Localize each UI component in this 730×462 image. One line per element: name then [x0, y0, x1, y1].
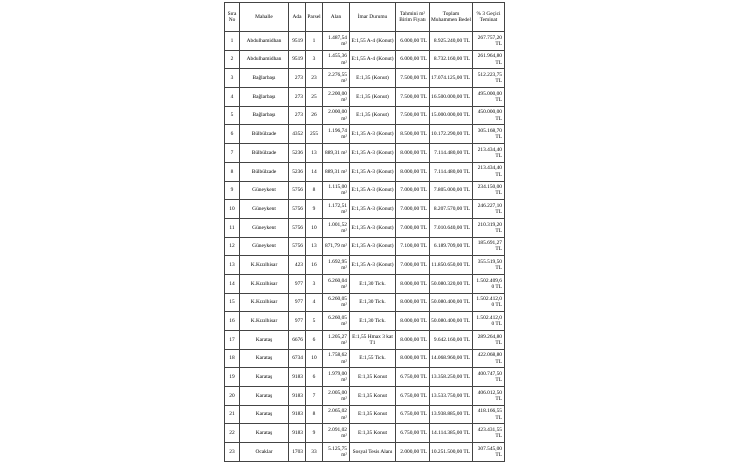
table-row	[225, 144, 505, 163]
cell-muhammen-bedel: 14.068.960,00 TL	[430, 349, 473, 368]
cell-ada: 977	[289, 274, 306, 293]
table-row	[225, 368, 505, 387]
table-row	[225, 256, 505, 275]
cell-imar-durumu: E:1,55 Tick.	[350, 349, 396, 368]
cell-gecici-teminat: 305.168,70 TL	[473, 125, 505, 144]
cell-mahalle: Güneykent	[240, 237, 289, 256]
cell-alan: 1.455,36 m²	[323, 50, 350, 69]
cell-ada: 9183	[289, 387, 306, 406]
cell-birim-fiyat: 8.000,00 TL	[396, 331, 430, 350]
cell-parsel: 6	[306, 331, 323, 350]
cell-gecici-teminat: 246.227,10 TL	[473, 200, 505, 219]
header-muhammen-bedel: Toplam Muhammen Bedel	[430, 3, 473, 32]
cell-sira-no: 5	[225, 106, 240, 125]
cell-sira-no: 20	[225, 387, 240, 406]
table-row	[225, 387, 505, 406]
cell-imar-durumu: E:1,35 A-3 (Konut)	[350, 162, 396, 181]
table-row	[225, 69, 505, 88]
cell-imar-durumu: E:1,55 Hmax 3 kat T1	[350, 331, 396, 350]
cell-gecici-teminat: 418.166,55 TL	[473, 405, 505, 424]
cell-imar-durumu: E:1,35 A-3 (Konut)	[350, 125, 396, 144]
cell-sira-no: 8	[225, 162, 240, 181]
cell-imar-durumu: E:1,35 (Konut)	[350, 88, 396, 107]
table-row	[225, 443, 505, 462]
cell-alan: 6.260,05 m²	[323, 312, 350, 331]
cell-parsel: 3	[306, 50, 323, 69]
cell-parsel: 13	[306, 144, 323, 163]
cell-parsel: 9	[306, 424, 323, 443]
cell-birim-fiyat: 8.000,00 TL	[396, 349, 430, 368]
cell-mahalle: Güneykent	[240, 200, 289, 219]
cell-sira-no: 22	[225, 424, 240, 443]
cell-imar-durumu: E:1,35 A-3 (Konut)	[350, 144, 396, 163]
cell-gecici-teminat: 210.319,20 TL	[473, 218, 505, 237]
table-row	[225, 50, 505, 69]
cell-muhammen-bedel: 16.500.000,00 TL	[430, 88, 473, 107]
cell-ada: 977	[289, 312, 306, 331]
cell-gecici-teminat: 234.150,00 TL	[473, 181, 505, 200]
cell-sira-no: 9	[225, 181, 240, 200]
cell-sira-no: 11	[225, 218, 240, 237]
cell-birim-fiyat: 6.750,00 TL	[396, 368, 430, 387]
header-mahalle: Mahalle	[240, 3, 289, 32]
cell-alan: 6.260,05 m²	[323, 293, 350, 312]
cell-alan: 2.000,00 m²	[323, 106, 350, 125]
cell-ada: 5756	[289, 181, 306, 200]
cell-mahalle: Ocaklar	[240, 443, 289, 462]
cell-alan: 2.091,02 m²	[323, 424, 350, 443]
cell-mahalle: Bağlarbaşı	[240, 69, 289, 88]
cell-birim-fiyat: 7.000,00 TL	[396, 256, 430, 275]
cell-imar-durumu: E:1,35 A-3 (Konut)	[350, 181, 396, 200]
cell-gecici-teminat: 1.502.409,60 TL	[473, 274, 505, 293]
cell-muhammen-bedel: 14.114.385,00 TL	[430, 424, 473, 443]
cell-imar-durumu: E:1,35 (Konut)	[350, 106, 396, 125]
cell-birim-fiyat: 7.500,00 TL	[396, 69, 430, 88]
table-row	[225, 237, 505, 256]
cell-sira-no: 2	[225, 50, 240, 69]
cell-alan: 1.758,62 m²	[323, 349, 350, 368]
cell-ada: 273	[289, 106, 306, 125]
cell-mahalle: K.Kızılhisar	[240, 293, 289, 312]
cell-alan: 871,79 m²	[323, 237, 350, 256]
cell-muhammen-bedel: 9.642.160,00 TL	[430, 331, 473, 350]
table-row	[225, 125, 505, 144]
cell-ada: 9183	[289, 368, 306, 387]
cell-muhammen-bedel: 7.114.480,00 TL	[430, 162, 473, 181]
cell-birim-fiyat: 7.100,00 TL	[396, 237, 430, 256]
table-row	[225, 405, 505, 424]
cell-ada: 6676	[289, 331, 306, 350]
header-sira-no: Sıra No	[225, 3, 240, 32]
cell-mahalle: Karataş	[240, 349, 289, 368]
cell-sira-no: 1	[225, 32, 240, 51]
header-row	[225, 3, 505, 32]
cell-ada: 9183	[289, 424, 306, 443]
table-row	[225, 331, 505, 350]
cell-muhammen-bedel: 10.172.290,00 TL	[430, 125, 473, 144]
cell-ada: 6734	[289, 349, 306, 368]
cell-imar-durumu: E:1,30 Tick.	[350, 293, 396, 312]
cell-mahalle: Karataş	[240, 387, 289, 406]
cell-imar-durumu: E:1,35 Konut	[350, 387, 396, 406]
header-imar-durumu: İmar Durumu	[350, 3, 396, 32]
cell-ada: 5756	[289, 218, 306, 237]
cell-parsel: 4	[306, 293, 323, 312]
cell-gecici-teminat: 400.747,50 TL	[473, 368, 505, 387]
cell-ada: 5756	[289, 200, 306, 219]
cell-muhammen-bedel: 7.010.640,00 TL	[430, 218, 473, 237]
cell-sira-no: 12	[225, 237, 240, 256]
cell-ada: 273	[289, 69, 306, 88]
cell-gecici-teminat: 450.000,00 TL	[473, 106, 505, 125]
cell-alan: 1.115,00 m²	[323, 181, 350, 200]
cell-alan: 889,31 m²	[323, 144, 350, 163]
table-body	[225, 32, 505, 462]
cell-sira-no: 7	[225, 144, 240, 163]
cell-imar-durumu: Sosyal Tesis Alanı	[350, 443, 396, 462]
cell-mahalle: K.Kızılhisar	[240, 256, 289, 275]
cell-alan: 6.260,04 m²	[323, 274, 350, 293]
cell-mahalle: Karataş	[240, 368, 289, 387]
cell-birim-fiyat: 7.500,00 TL	[396, 88, 430, 107]
cell-sira-no: 14	[225, 274, 240, 293]
cell-birim-fiyat: 7.000,00 TL	[396, 200, 430, 219]
cell-birim-fiyat: 8.000,00 TL	[396, 162, 430, 181]
cell-gecici-teminat: 512.223,75 TL	[473, 69, 505, 88]
cell-gecici-teminat: 289.264,80 TL	[473, 331, 505, 350]
cell-birim-fiyat: 8.500,00 TL	[396, 125, 430, 144]
cell-ada: 5236	[289, 144, 306, 163]
cell-parsel: 10	[306, 218, 323, 237]
cell-alan: 2.005,00 m²	[323, 387, 350, 406]
cell-mahalle: Güneykent	[240, 181, 289, 200]
cell-mahalle: Abdulhamidhan	[240, 50, 289, 69]
cell-ada: 5236	[289, 162, 306, 181]
cell-alan: 1.001,52 m²	[323, 218, 350, 237]
cell-imar-durumu: E:1,55 A-4 (Konut)	[350, 32, 396, 51]
cell-birim-fiyat: 7.000,00 TL	[396, 218, 430, 237]
cell-birim-fiyat: 6.000,00 TL	[396, 32, 430, 51]
cell-imar-durumu: E:1,35 (Konut)	[350, 69, 396, 88]
cell-parsel: 10	[306, 349, 323, 368]
cell-parsel: 6	[306, 368, 323, 387]
cell-parsel: 3	[306, 274, 323, 293]
table-row	[225, 181, 505, 200]
cell-mahalle: K.Kızılhisar	[240, 312, 289, 331]
cell-parsel: 13	[306, 237, 323, 256]
cell-gecici-teminat: 423.431,55 TL	[473, 424, 505, 443]
cell-mahalle: Bağlarbaşı	[240, 88, 289, 107]
cell-mahalle: Karataş	[240, 331, 289, 350]
cell-ada: 9519	[289, 50, 306, 69]
cell-gecici-teminat: 185.691,27 TL	[473, 237, 505, 256]
cell-birim-fiyat: 6.750,00 TL	[396, 405, 430, 424]
cell-ada: 4352	[289, 125, 306, 144]
cell-imar-durumu: E:1,35 A-3 (Konut)	[350, 256, 396, 275]
cell-sira-no: 10	[225, 200, 240, 219]
cell-muhammen-bedel: 50.080.400,00 TL	[430, 293, 473, 312]
cell-muhammen-bedel: 6.189.709,00 TL	[430, 237, 473, 256]
cell-imar-durumu: E:1,35 Konut	[350, 405, 396, 424]
table-row	[225, 218, 505, 237]
cell-alan: 1.172,51 m²	[323, 200, 350, 219]
cell-sira-no: 19	[225, 368, 240, 387]
table-row	[225, 274, 505, 293]
header-birim-fiyat: Tahmini m² Birim Fiyatı	[396, 3, 430, 32]
cell-alan: 2.065,02 m²	[323, 405, 350, 424]
cell-muhammen-bedel: 13.358.250,00 TL	[430, 368, 473, 387]
header-alan: Alan	[323, 3, 350, 32]
cell-parsel: 16	[306, 256, 323, 275]
header-gecici-teminat: % 3 Geçici Teminat	[473, 3, 505, 32]
cell-birim-fiyat: 7.000,00 TL	[396, 181, 430, 200]
cell-alan: 1.487,54 m²	[323, 32, 350, 51]
cell-mahalle: Güneykent	[240, 218, 289, 237]
cell-parsel: 8	[306, 181, 323, 200]
table-row	[225, 88, 505, 107]
cell-gecici-teminat: 1.502.412,00 TL	[473, 312, 505, 331]
cell-birim-fiyat: 8.000,00 TL	[396, 312, 430, 331]
cell-mahalle: Bağlarbaşı	[240, 106, 289, 125]
cell-alan: 1.979,00 m²	[323, 368, 350, 387]
cell-imar-durumu: E:1,35 A-3 (Konut)	[350, 237, 396, 256]
cell-parsel: 5	[306, 312, 323, 331]
cell-imar-durumu: E:1,35 A-3 (Konut)	[350, 200, 396, 219]
cell-ada: 5756	[289, 237, 306, 256]
cell-mahalle: Bülbülzade	[240, 144, 289, 163]
cell-ada: 1703	[289, 443, 306, 462]
cell-muhammen-bedel: 50.080.400,00 TL	[430, 312, 473, 331]
cell-birim-fiyat: 8.000,00 TL	[396, 144, 430, 163]
cell-sira-no: 6	[225, 125, 240, 144]
cell-sira-no: 18	[225, 349, 240, 368]
table-row	[225, 200, 505, 219]
cell-alan: 2.276,55 m²	[323, 69, 350, 88]
cell-muhammen-bedel: 15.000.000,00 TL	[430, 106, 473, 125]
cell-alan: 889,31 m²	[323, 162, 350, 181]
cell-mahalle: Karataş	[240, 405, 289, 424]
table-row	[225, 349, 505, 368]
cell-alan: 5.125,75 m²	[323, 443, 350, 462]
header-parsel: Parsel	[306, 3, 323, 32]
table-row	[225, 293, 505, 312]
cell-sira-no: 15	[225, 293, 240, 312]
cell-gecici-teminat: 495.000,00 TL	[473, 88, 505, 107]
cell-gecici-teminat: 261.964,80 TL	[473, 50, 505, 69]
cell-imar-durumu: E:1,30 Tick.	[350, 274, 396, 293]
table-row	[225, 312, 505, 331]
cell-birim-fiyat: 6.750,00 TL	[396, 424, 430, 443]
cell-mahalle: Bülbülzade	[240, 162, 289, 181]
table-row	[225, 32, 505, 51]
cell-alan: 1.205,27 m²	[323, 331, 350, 350]
cell-muhammen-bedel: 50.080.320,00 TL	[430, 274, 473, 293]
cell-ada: 423	[289, 256, 306, 275]
table-header	[225, 3, 505, 32]
cell-muhammen-bedel: 8.732.160,00 TL	[430, 50, 473, 69]
cell-gecici-teminat: 406.012,50 TL	[473, 387, 505, 406]
cell-muhammen-bedel: 8.925.240,00 TL	[430, 32, 473, 51]
cell-birim-fiyat: 6.000,00 TL	[396, 50, 430, 69]
cell-parsel: 14	[306, 162, 323, 181]
cell-parsel: 25	[306, 88, 323, 107]
cell-parsel: 26	[306, 106, 323, 125]
cell-birim-fiyat: 2.000,00 TL	[396, 443, 430, 462]
cell-muhammen-bedel: 10.251.500,00 TL	[430, 443, 473, 462]
cell-sira-no: 16	[225, 312, 240, 331]
cell-alan: 2.200,00 m²	[323, 88, 350, 107]
cell-birim-fiyat: 6.750,00 TL	[396, 387, 430, 406]
cell-sira-no: 17	[225, 331, 240, 350]
cell-muhammen-bedel: 7.114.480,00 TL	[430, 144, 473, 163]
cell-ada: 9183	[289, 405, 306, 424]
cell-gecici-teminat: 213.434,40 TL	[473, 162, 505, 181]
cell-mahalle: Bülbülzade	[240, 125, 289, 144]
tender-table	[224, 2, 505, 462]
cell-gecici-teminat: 307.545,00 TL	[473, 443, 505, 462]
cell-mahalle: K.Kızılhisar	[240, 274, 289, 293]
cell-sira-no: 23	[225, 443, 240, 462]
cell-ada: 273	[289, 88, 306, 107]
cell-birim-fiyat: 7.500,00 TL	[396, 106, 430, 125]
table-row	[225, 424, 505, 443]
cell-muhammen-bedel: 13.533.750,00 TL	[430, 387, 473, 406]
table-row	[225, 106, 505, 125]
cell-muhammen-bedel: 11.850.650,00 TL	[430, 256, 473, 275]
cell-parsel: 23	[306, 69, 323, 88]
cell-parsel: 7	[306, 387, 323, 406]
cell-ada: 977	[289, 293, 306, 312]
cell-imar-durumu: E:1,35 Konut	[350, 368, 396, 387]
cell-parsel: 8	[306, 405, 323, 424]
cell-parsel: 9	[306, 200, 323, 219]
cell-parsel: 255	[306, 125, 323, 144]
cell-gecici-teminat: 355.519,50 TL	[473, 256, 505, 275]
cell-muhammen-bedel: 13.938.885,00 TL	[430, 405, 473, 424]
cell-muhammen-bedel: 7.805.000,00 TL	[430, 181, 473, 200]
table-row	[225, 162, 505, 181]
cell-alan: 1.692,95 m²	[323, 256, 350, 275]
cell-mahalle: Abdulhamidhan	[240, 32, 289, 51]
cell-gecici-teminat: 1.502.412,00 TL	[473, 293, 505, 312]
cell-sira-no: 13	[225, 256, 240, 275]
cell-imar-durumu: E:1,30 Tick.	[350, 312, 396, 331]
cell-birim-fiyat: 8.000,00 TL	[396, 274, 430, 293]
cell-imar-durumu: E:1,55 A-4 (Konut)	[350, 50, 396, 69]
cell-imar-durumu: E:1,35 A-3 (Konut)	[350, 218, 396, 237]
cell-gecici-teminat: 422.068,80 TL	[473, 349, 505, 368]
cell-parsel: 1	[306, 32, 323, 51]
cell-imar-durumu: E:1,35 Konut	[350, 424, 396, 443]
cell-muhammen-bedel: 17.074.125,00 TL	[430, 69, 473, 88]
cell-sira-no: 21	[225, 405, 240, 424]
cell-gecici-teminat: 213.434,40 TL	[473, 144, 505, 163]
cell-parsel: 33	[306, 443, 323, 462]
cell-muhammen-bedel: 8.207.570,00 TL	[430, 200, 473, 219]
cell-ada: 9519	[289, 32, 306, 51]
header-ada: Ada	[289, 3, 306, 32]
cell-sira-no: 4	[225, 88, 240, 107]
cell-sira-no: 3	[225, 69, 240, 88]
cell-alan: 1.196,74 m²	[323, 125, 350, 144]
cell-mahalle: Karataş	[240, 424, 289, 443]
cell-birim-fiyat: 8.000,00 TL	[396, 293, 430, 312]
cell-gecici-teminat: 267.757,20 TL	[473, 32, 505, 51]
